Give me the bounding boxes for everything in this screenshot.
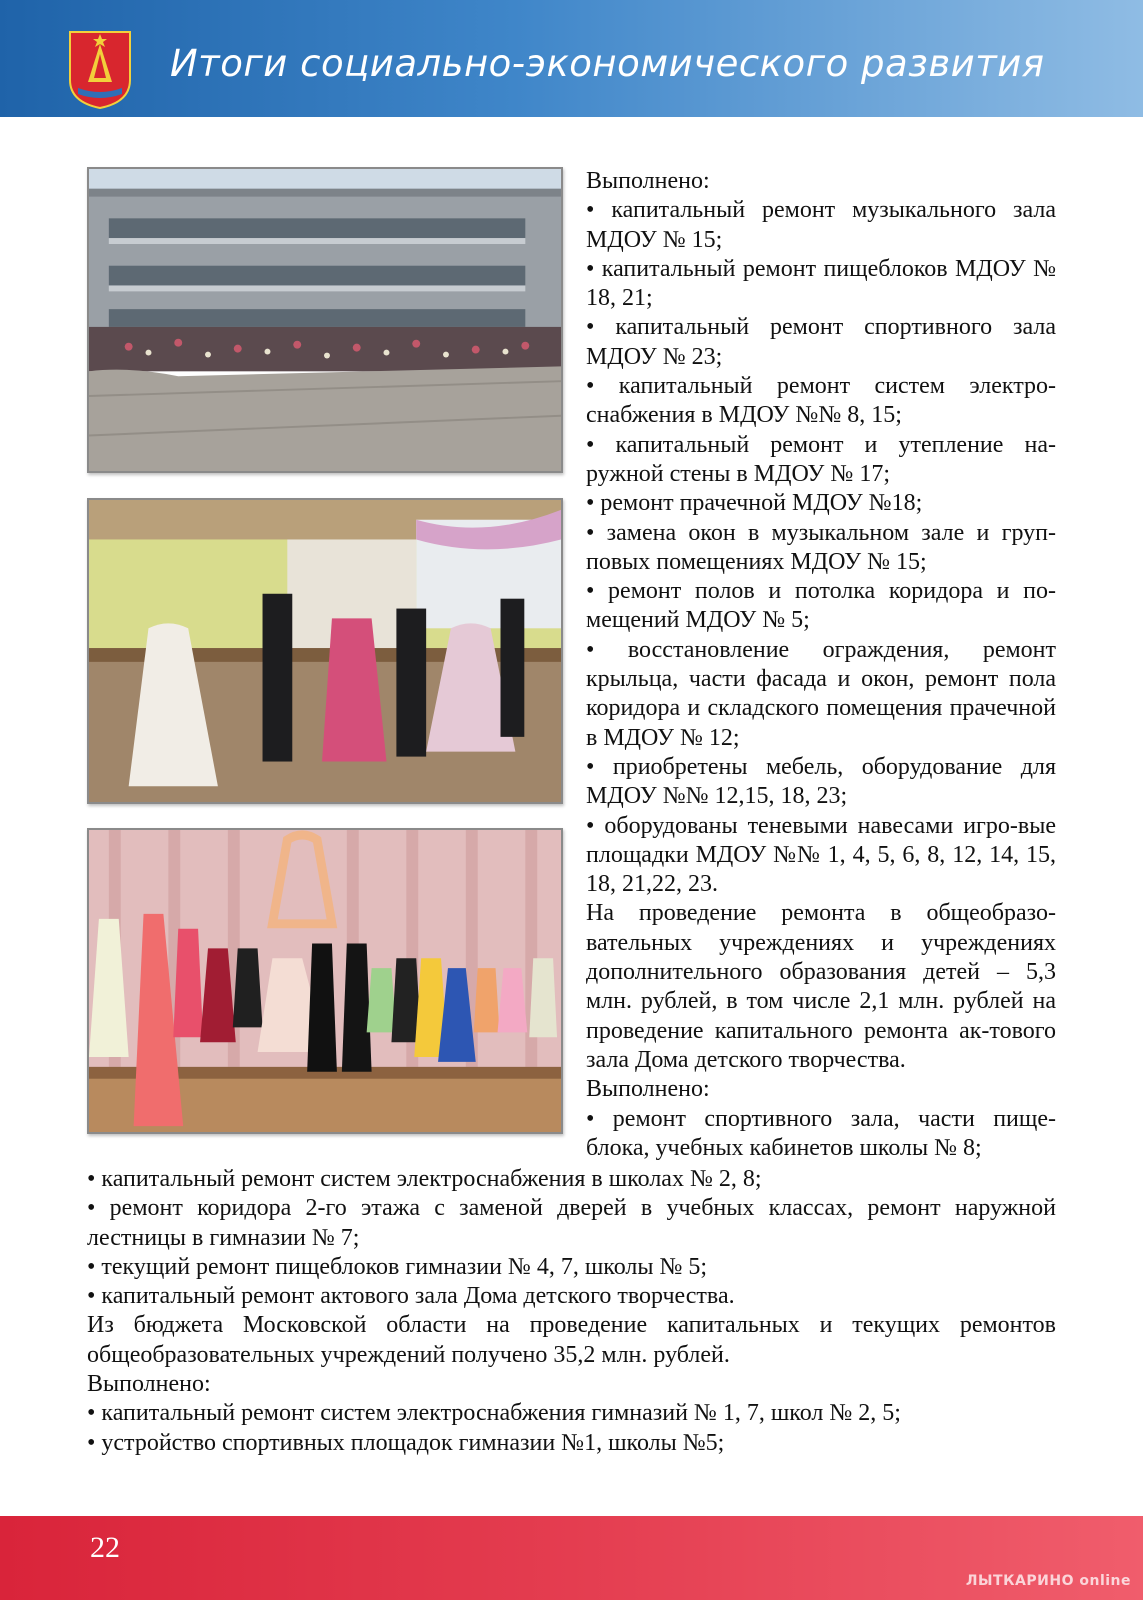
column-line: Выполнено: <box>586 1076 710 1103</box>
full-line: • капитальный ремонт систем электроснабжения в школах № 2, 8; <box>87 1166 762 1192</box>
full-line: • устройство спортивных площадок гимназии №1, школы №5; <box>87 1429 725 1456</box>
page-header <box>0 0 1143 117</box>
column-line: • оборудованы теневыми навесами игро-вые площадки МДОУ №№ 1, 4, 5, 6, 8, 12, 14, 15, 18, 21,22, 23. <box>586 812 1056 898</box>
column-line: • капитальный ремонт спортивного зала МДОУ № 23; <box>586 314 1056 370</box>
column-line: • восстановление ограждения, ремонт крыльца, части фасада и окон, ремонт пола коридора и складского помещения прачечной в МДОУ № 12; <box>586 636 1056 751</box>
full-line: Из бюджета Московской области на проведение капитальных и текущих ремонтов общеобразовательных учреждений получено 35,2 млн. рублей. <box>87 1312 1056 1368</box>
column-line: • замена окон в музыкальном зале и груп-повых помещениях МДОУ № 15; <box>586 519 1056 575</box>
full-line: • капитальный ремонт актового зала Дома детского творчества. <box>87 1283 735 1310</box>
column-line: • капитальный ремонт пищеблоков МДОУ № 18, 21; <box>586 255 1056 312</box>
column-line: • ремонт полов и потолка коридора и по-мещений МДОУ № 5; <box>586 578 1056 634</box>
full-width-text-block <box>87 1165 1056 1458</box>
ball-dance-photo <box>87 498 563 804</box>
document-title: Итоги социально-экономического развития <box>170 42 1045 85</box>
full-line: • капитальный ремонт систем электроснабжения гимназий № 1, 7, школ № 2, 5; <box>87 1400 901 1427</box>
full-line: • ремонт коридора 2-го этажа с заменой дверей в учебных классах, ремонт наружной лестницы в гимназии № 7; <box>87 1195 1056 1251</box>
school-courtyard-photo <box>87 167 563 473</box>
column-line: • ремонт прачечной МДОУ №18; <box>586 490 923 517</box>
full-line: Выполнено: <box>87 1371 211 1398</box>
city-crest-icon <box>68 30 132 110</box>
page-number: 22 <box>90 1531 120 1564</box>
graduation-stage-photo <box>87 828 563 1134</box>
site-watermark: ЛЫТКАРИНО online <box>965 1573 1131 1589</box>
full-line: • текущий ремонт пищеблоков гимназии № 4, 7, школы № 5; <box>87 1253 708 1280</box>
column-line: • капитальный ремонт и утепление на-ружной стены в МДОУ № 17; <box>586 431 1056 487</box>
column-line: • приобретены мебель, оборудование для МДОУ №№ 12,15, 18, 23; <box>586 753 1056 810</box>
column-line: • ремонт спортивного зала, части пище-блока, учебных кабинетов школы № 8; <box>586 1105 1056 1161</box>
column-text-block <box>586 167 1056 1163</box>
column-line: На проведение ремонта в общеобразо-вательных учреждениях и учреждениях дополнительного образования детей – 5,3 млн. рублей, в том числе 2,1 млн. рублей на проведение капитального ремонта ак-тового зала Дома детского творчества. <box>586 900 1056 1073</box>
column-line: • капитальный ремонт музыкального зала МДОУ № 15; <box>586 197 1056 253</box>
column-line: • капитальный ремонт систем электро-снабжения в МДОУ №№ 8, 15; <box>586 373 1056 429</box>
column-line: Выполнено: <box>586 168 710 194</box>
